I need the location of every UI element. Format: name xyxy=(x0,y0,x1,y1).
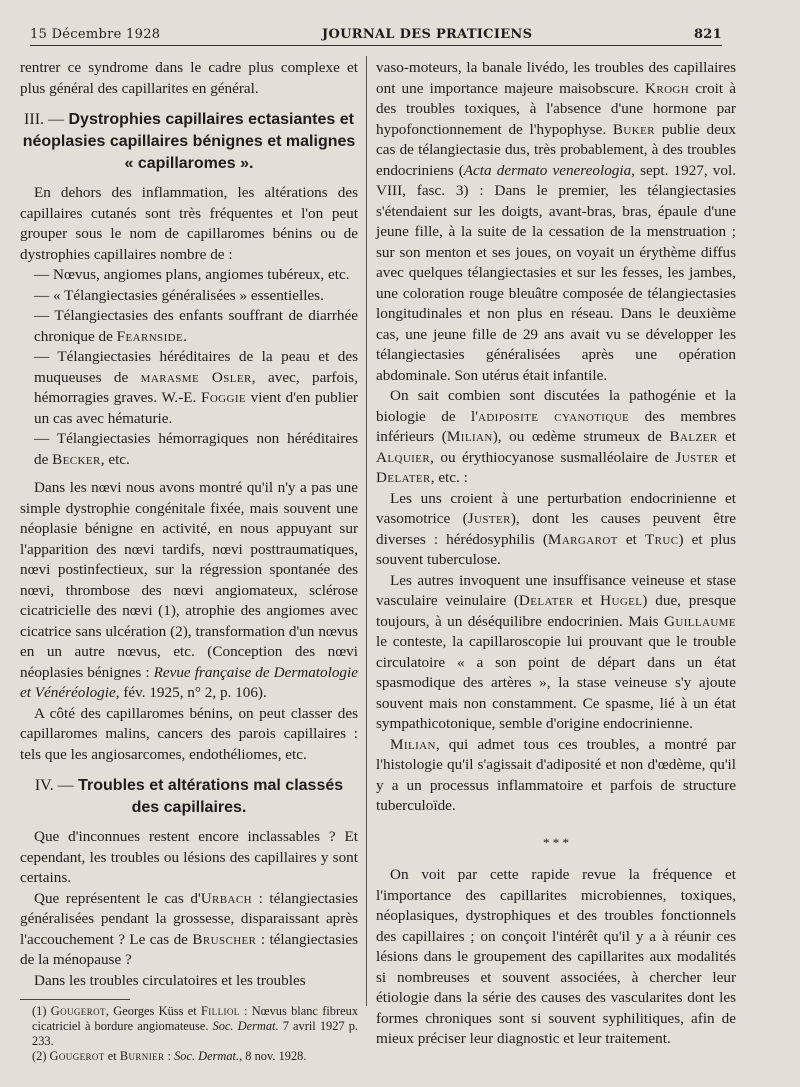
section-heading-iii: III. — Dystrophies capillaires ectasiantes et néoplasies capillaires bénignes et malignes « capillaromes ». xyxy=(22,111,356,172)
header-rule xyxy=(30,45,722,46)
list-item: — Nœvus, angiomes plans, angiomes tubéreux, etc. xyxy=(34,266,350,283)
section-heading-iv: IV. — Troubles et altérations mal classés des capillaires. xyxy=(34,777,344,816)
paragraph: Que d'inconnues restent encore inclassables ? Et cependant, les troubles ou lésions des capillaires y sont certains. xyxy=(20,828,358,886)
list-item: — Télangiectasies hémorragiques non héréditaires de Becker, etc. xyxy=(34,430,358,468)
journal-title: JOURNAL DES PRATICIENS xyxy=(322,27,533,42)
paragraph: Les uns croient à une perturbation endocrinienne et vasomotrice (Juster), dont les causes peuvent être diverses : hérédosyphilis (Margarot et Truc) et plus souvent tuberculose. xyxy=(376,489,736,568)
list-item: — Télangiectasies des enfants souffrant de diarrhée chronique de Fearnside. xyxy=(34,307,358,345)
paragraph: Dans les nœvi nous avons montré qu'il n'y a pas une simple dystrophie congénitale fixée, mais souvent une néoplasie bénigne en activité, en nous appuyant sur l'apparition des nœvi tardifs, nœvi posttraumatiques, nœvi postinfectieux, sur la régression spontanée des nœvi, thrombose des nœvi angiomateux, sclérose cicatricielle des nœvi (1), atrophie des angiomes avec cicatrice sans ulcération (2), transformation d'un nœvus en un autre nœvus, etc. (Conception des nœvi néoplasies bénignes : Revue française de Dermatologie et Vénéréologie, fév. 1925, n° 2, p. 106). xyxy=(20,479,358,701)
running-header xyxy=(30,18,722,42)
paragraph: On voit par cette rapide revue la fréquence et l'importance des capillarites microbiennes, toxiques, néoplasiques, dystrophiques et des troubles fonctionnels des capillaires ; on conçoit l'intérêt qu'il y a à réunir ces lésions dans le groupement des capillarites aux modalités si nombreuses et souvent associées, à chercher leur étiologie dans la série des causes des vascularites dont les formes chroniques sont si souvent syphilitiques, afin de mieux préciser leur diagnostic et leur traitement. xyxy=(376,866,736,1047)
paragraph: Que représentent le cas d'Urbach : télangiectasies généralisées pendant la grossesse, disparaissant après l'accouchement ? Le cas de Bruscher : télangiectasies de la ménopause ? xyxy=(20,889,358,968)
paragraph: vaso-moteurs, la banale livédo, les troubles des capillaires ont une importance majeure maisobscure. Krogh croit à des troubles toxiques, à l'absence d'une hormone par hypofonctionnement de l'hypophyse. Buker publie deux cas de télangiectasie dus, très probablement, à des troubles endocriniens (Acta dermato venereologia, sept. 1927, vol. VIII, fasc. 3) : Dans le premier, les télangiectasies s'étendaient sur les doigts, avant-bras, bras, épaule d'une jeune fille, à la suite de la cessation de la menstruation ; sur son menton et ses joues, on voyait un érythème diffus avec quelques télangiectasies et sur les fesses, les jambes, une coloration rouge bleuâtre composée de télangiectasies longitudinales et non plus en réseau. Dans le deuxième cas, une jeune fille de 29 ans avait vu se développer les télangiectasies généralisées après une opération abdominale. Son utérus était infantile. xyxy=(376,59,737,384)
left-column xyxy=(20,58,358,1064)
list-item: — Télangiectasies héréditaires de la peau et des muqueuses de marasme Osler, avec, parfois, hémorragies graves. W.-E. Foggie vient d'en publier un cas avec hématurie. xyxy=(34,348,358,427)
dystrophy-list xyxy=(20,265,358,470)
list-item: — « Télangiectasies généralisées » essentielles. xyxy=(34,286,324,304)
section-separator-asterisks: * * * xyxy=(543,834,569,850)
paragraph: Les autres invoquent une insuffisance veineuse et stase vasculaire veinulaire (Delater et Hugel) due, presque toujours, à un déséquilibre endocrinien. Mais Guillaume le conteste, la capillaroscopie lui prouvant que le trouble circulatoire « a son point de départ dans un état spasmodique des artères », la stase veineuse s'y ajoute souvent mais non constamment. Ce spasme, lié à un état sympathicotonique, semble d'origine endocrinienne. xyxy=(376,571,736,732)
paragraph: On sait combien sont discutées la pathogénie et la biologie de l'adiposite cyanotique des membres inférieurs (Milian), ou œdème strumeux de Balzer et Alquier, ou érythiocyanose susmalléolaire de Juster et Delater, etc. : xyxy=(376,387,736,486)
footnotes xyxy=(20,1004,358,1064)
footnote-rule xyxy=(20,999,130,1000)
paragraph: En dehors des inflammation, les altérations des capillaires cutanés sont très fréquentes et l'on peut grouper sous le nom de capillaromes bénins ou de dystrophies capillaires nombre de : xyxy=(20,184,358,263)
paragraph: Milian, qui admet tous ces troubles, a montré par l'histologie qu'il s'agissait d'adiposité et non d'œdème, qu'il y a un processus inflammatoire et parfois de structure tuberculoïde. xyxy=(376,735,736,814)
page-number: 821 xyxy=(693,27,722,42)
footnote: (1) Gougerot, Georges Küss et Filliol : Nœvus blanc fibreux cicatriciel à bordure angiomateuse. Soc. Dermat. 7 avril 1927 p. 233. xyxy=(32,1004,359,1048)
footnote: (2) Gougerot et Burnier : Soc. Dermat., 8 nov. 1928. xyxy=(32,1049,307,1063)
paragraph: rentrer ce syndrome dans le cadre plus complexe et plus général des capillarites en général. xyxy=(20,59,358,97)
paragraph: Dans les troubles circulatoires et les troubles xyxy=(34,971,306,989)
right-column xyxy=(376,58,736,1050)
header-date: 15 Décembre 1928 xyxy=(30,27,161,42)
column-divider xyxy=(366,56,367,1006)
paragraph: A côté des capillaromes bénins, on peut classer des capillaromes malins, cancers des parois capillaires : tels que les angiosarcomes, endothéliomes, etc. xyxy=(20,704,358,763)
